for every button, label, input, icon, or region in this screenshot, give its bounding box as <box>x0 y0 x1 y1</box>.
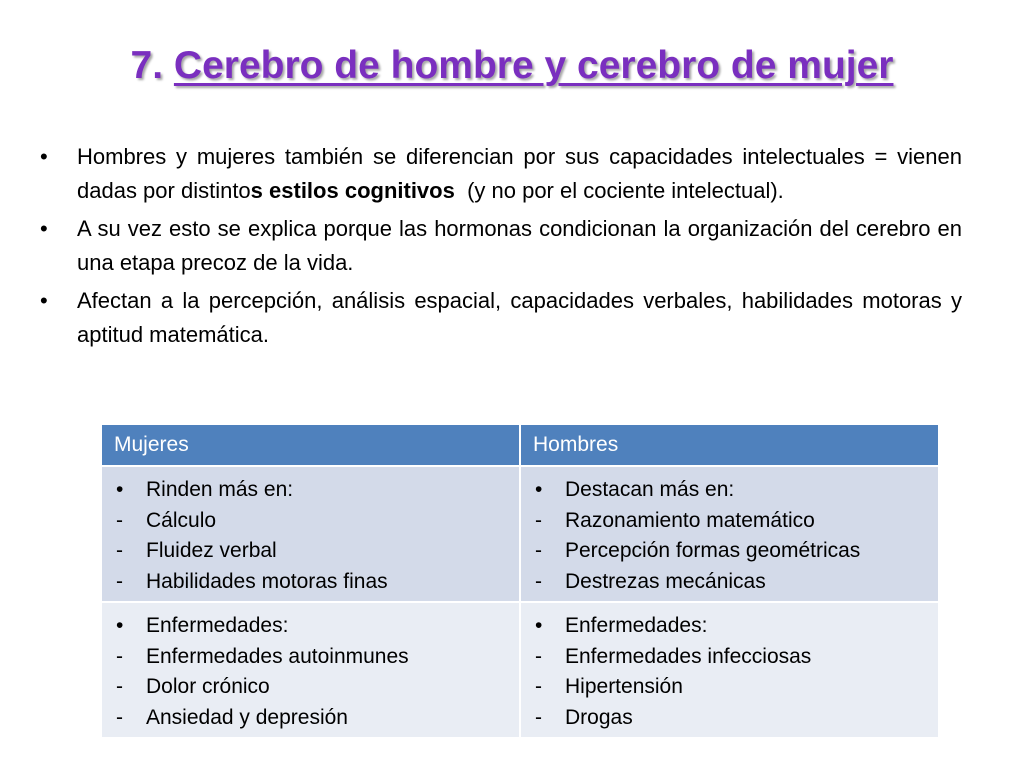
table-cell-mujeres-diseases <box>101 602 520 738</box>
title-number: 7. <box>130 44 164 87</box>
list-item: - Enfermedades autoinmunes <box>114 642 507 673</box>
cell-heading: • Destacan más en: <box>533 475 926 506</box>
bullet-dot-icon: • <box>116 478 124 501</box>
bullet-list <box>40 140 962 356</box>
bullet-dot-icon: • <box>535 614 543 637</box>
slide-title <box>0 44 1024 88</box>
bullet-item-2 <box>40 212 962 280</box>
table-header-row <box>101 424 939 466</box>
dash-icon: - <box>535 705 542 729</box>
list-item: - Drogas <box>533 703 926 734</box>
header-hombres: Hombres <box>520 424 939 466</box>
header-mujeres: Mujeres <box>101 424 520 466</box>
table-cell-hombres-abilities <box>520 466 939 602</box>
dash-icon: - <box>535 569 542 593</box>
bullet-dot-icon: • <box>535 478 543 501</box>
dash-icon: - <box>116 675 123 698</box>
list-item: - Enfermedades infecciosas <box>533 642 926 673</box>
bullet-3-text: Afectan a la percepción, análisis espacial, capacidades verbales, habilidades motoras y aptitud matemática. <box>77 288 962 347</box>
cell-heading: • Enfermedades: <box>114 611 507 642</box>
list-item: - Habilidades motoras finas <box>114 567 507 598</box>
table-row <box>101 602 939 738</box>
list-item: - Fluidez verbal <box>114 536 507 567</box>
bullet-dot-icon: • <box>116 614 124 637</box>
bullet-1-text-b: (y no por el cociente intelectual). <box>454 178 784 203</box>
bullet-item-1 <box>40 140 962 208</box>
bullet-dot-icon: • <box>40 288 48 313</box>
dash-icon: - <box>116 644 123 668</box>
title-text: Cerebro de hombre y cerebro de mujer <box>173 44 894 87</box>
list-item: - Dolor crónico <box>114 672 507 703</box>
bullet-1-text-bold: s estilos cognitivos <box>250 178 455 203</box>
dash-icon: - <box>116 705 123 729</box>
cell-heading: • Enfermedades: <box>533 611 926 642</box>
cell-heading: • Rinden más en: <box>114 475 507 506</box>
dash-icon: - <box>116 508 123 532</box>
table-cell-mujeres-abilities <box>101 466 520 602</box>
list-item: - Razonamiento matemático <box>533 506 926 537</box>
list-item: - Percepción formas geométricas <box>533 536 926 567</box>
bullet-dot-icon: • <box>40 144 48 169</box>
list-item: - Destrezas mecánicas <box>533 567 926 598</box>
list-item: - Hipertensión <box>533 672 926 703</box>
table-row <box>101 466 939 602</box>
bullet-item-3 <box>40 284 962 352</box>
bullet-dot-icon: • <box>40 216 48 241</box>
bullet-1-text-a: Hombres y mujeres también se diferencian por sus capacidades intelectuales = vienen dadas por distinto <box>77 144 962 203</box>
comparison-table <box>100 423 940 739</box>
dash-icon: - <box>535 644 542 668</box>
dash-icon: - <box>535 675 542 698</box>
dash-icon: - <box>116 569 123 593</box>
bullet-2-text: A su vez esto se explica porque las hormonas condicionan la organización del cerebro en una etapa precoz de la vida. <box>77 216 962 275</box>
dash-icon: - <box>116 539 123 562</box>
list-item: - Cálculo <box>114 506 507 537</box>
table-cell-hombres-diseases <box>520 602 939 738</box>
dash-icon: - <box>535 508 542 532</box>
dash-icon: - <box>535 539 542 562</box>
list-item: - Ansiedad y depresión <box>114 703 507 734</box>
